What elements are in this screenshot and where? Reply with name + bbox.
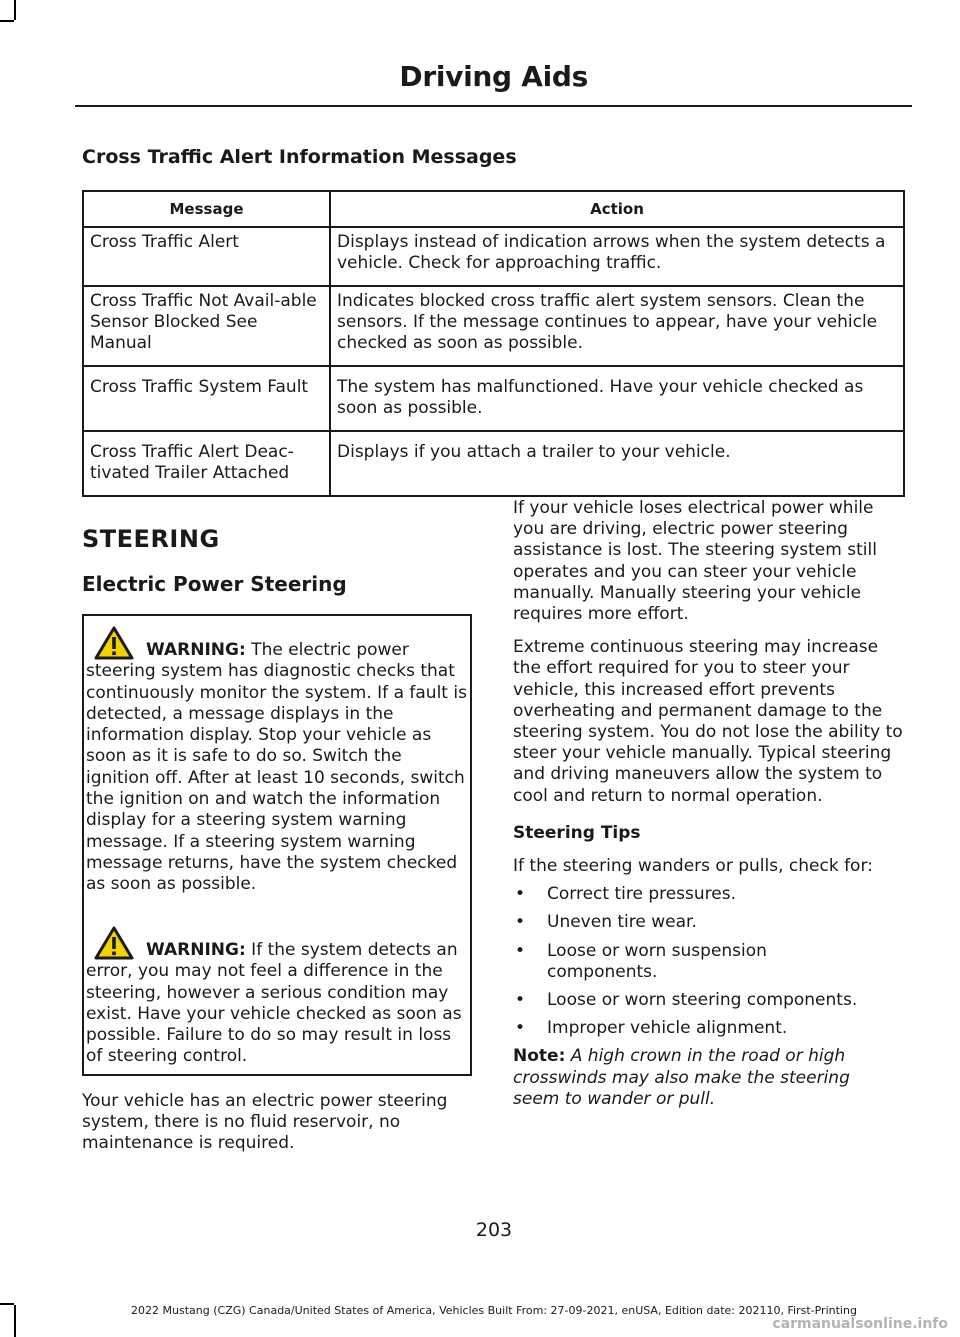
warning-box xyxy=(82,614,472,1076)
table-row xyxy=(83,366,904,431)
tips-intro: If the steering wanders or pulls, check for: xyxy=(513,856,873,877)
warning-triangle-icon xyxy=(94,626,134,660)
warning-text: If the system detects an error, you may not feel a difference in the steering, however a serious condition may exist. Have your vehicle checked as soon as possible. Failure to do so may result in loss of steering control. xyxy=(86,940,462,1067)
note xyxy=(513,1046,883,1110)
warning-text: The electric power steering system has diagnostic checks that continuously monitor the system. If a fault is detected, a message displays in the information display. Stop your vehicle as soon as it is safe to do so. Switch the ignition off. After at least 10 seconds, switch the ignition on and watch the information display for a steering system warning message. If a steering system warning message returns, have the system checked as soon as possible. xyxy=(86,640,467,895)
paragraph: If your vehicle loses electrical power while you are driving, electric power steering assistance is lost. The steering system still operates and you can steer your vehicle manually. Manually steering your vehicle requires more effort. xyxy=(513,498,877,625)
list-item: • Loose or worn suspension components. xyxy=(515,940,767,982)
steering-tips-heading: Steering Tips xyxy=(513,822,641,843)
list-item: • Loose or worn steering components. xyxy=(515,990,858,1011)
steering-heading: STEERING xyxy=(82,525,220,553)
bullet: • xyxy=(515,912,526,933)
bullet: • xyxy=(515,1018,526,1039)
action-cell: Displays if you attach a trailer to your vehicle. xyxy=(330,431,904,496)
column-header-action: Action xyxy=(330,191,904,227)
section-title: Cross Traffic Alert Information Messages xyxy=(82,146,517,168)
footer-edition-info: 2022 Mustang (CZG) Canada/United States of America, Vehicles Built From: 27-09-2021, enUSA, Edition date: 202110, First-Printing xyxy=(131,1304,857,1317)
messages-table xyxy=(82,190,905,497)
table-row xyxy=(83,227,904,286)
bullet: • xyxy=(515,884,526,905)
tips-list xyxy=(513,884,909,1039)
action-cell: The system has malfunctioned. Have your vehicle checked as soon as possible. xyxy=(330,366,904,431)
warning-triangle-icon xyxy=(94,926,134,960)
action-cell: Indicates blocked cross traffic alert system sensors. Clean the sensors. If the message continues to appear, have your vehicle checked as soon as possible. xyxy=(330,286,904,366)
eps-subheading: Electric Power Steering xyxy=(82,572,347,596)
crop-mark xyxy=(0,20,14,22)
message-cell: Cross Traffic System Fault xyxy=(83,366,330,431)
message-cell: Cross Traffic Alert Deac-tivated Trailer Attached xyxy=(83,431,330,496)
message-cell: Cross Traffic Not Avail-able Sensor Blocked See Manual xyxy=(83,286,330,366)
bullet: • xyxy=(515,940,526,961)
warning-label: WARNING: xyxy=(146,640,246,660)
note-text: A high crown in the road or high crosswinds may also make the steering seem to wander or pull. xyxy=(513,1046,850,1109)
column-header-message: Message xyxy=(83,191,330,227)
table-row xyxy=(83,286,904,366)
crop-mark xyxy=(14,0,16,20)
warning-block xyxy=(84,624,468,896)
warning-label: WARNING: xyxy=(146,940,246,960)
page-header-title: Driving Aids xyxy=(399,60,588,93)
paragraph: Extreme continuous steering may increase the effort required for you to steer your vehicle, this increased effort prevents overheating and permanent damage to the steering system. You do not lose the ability to steer your vehicle manually. Typical steering and driving maneuvers allow the system to cool and return to normal operation. xyxy=(513,637,903,806)
header-divider xyxy=(75,105,912,107)
right-column xyxy=(513,498,909,1110)
list-item: • Improper vehicle alignment. xyxy=(515,1018,788,1039)
eps-body-text: Your vehicle has an electric power steering system, there is no fluid reservoir, no maintenance is required. xyxy=(82,1091,448,1154)
table-header-row xyxy=(83,191,904,227)
page-number: 203 xyxy=(475,1219,513,1241)
note-label: Note: xyxy=(513,1046,566,1067)
table-row xyxy=(83,431,904,496)
warning-block xyxy=(84,926,468,1068)
watermark: carmanualsonline.info xyxy=(772,1316,948,1332)
bullet: • xyxy=(515,990,526,1011)
list-item: • Correct tire pressures. xyxy=(515,884,737,905)
message-cell: Cross Traffic Alert xyxy=(83,227,330,286)
list-item: • Uneven tire wear. xyxy=(515,912,697,933)
action-cell: Displays instead of indication arrows when the system detects a vehicle. Check for approaching traffic. xyxy=(330,227,904,286)
